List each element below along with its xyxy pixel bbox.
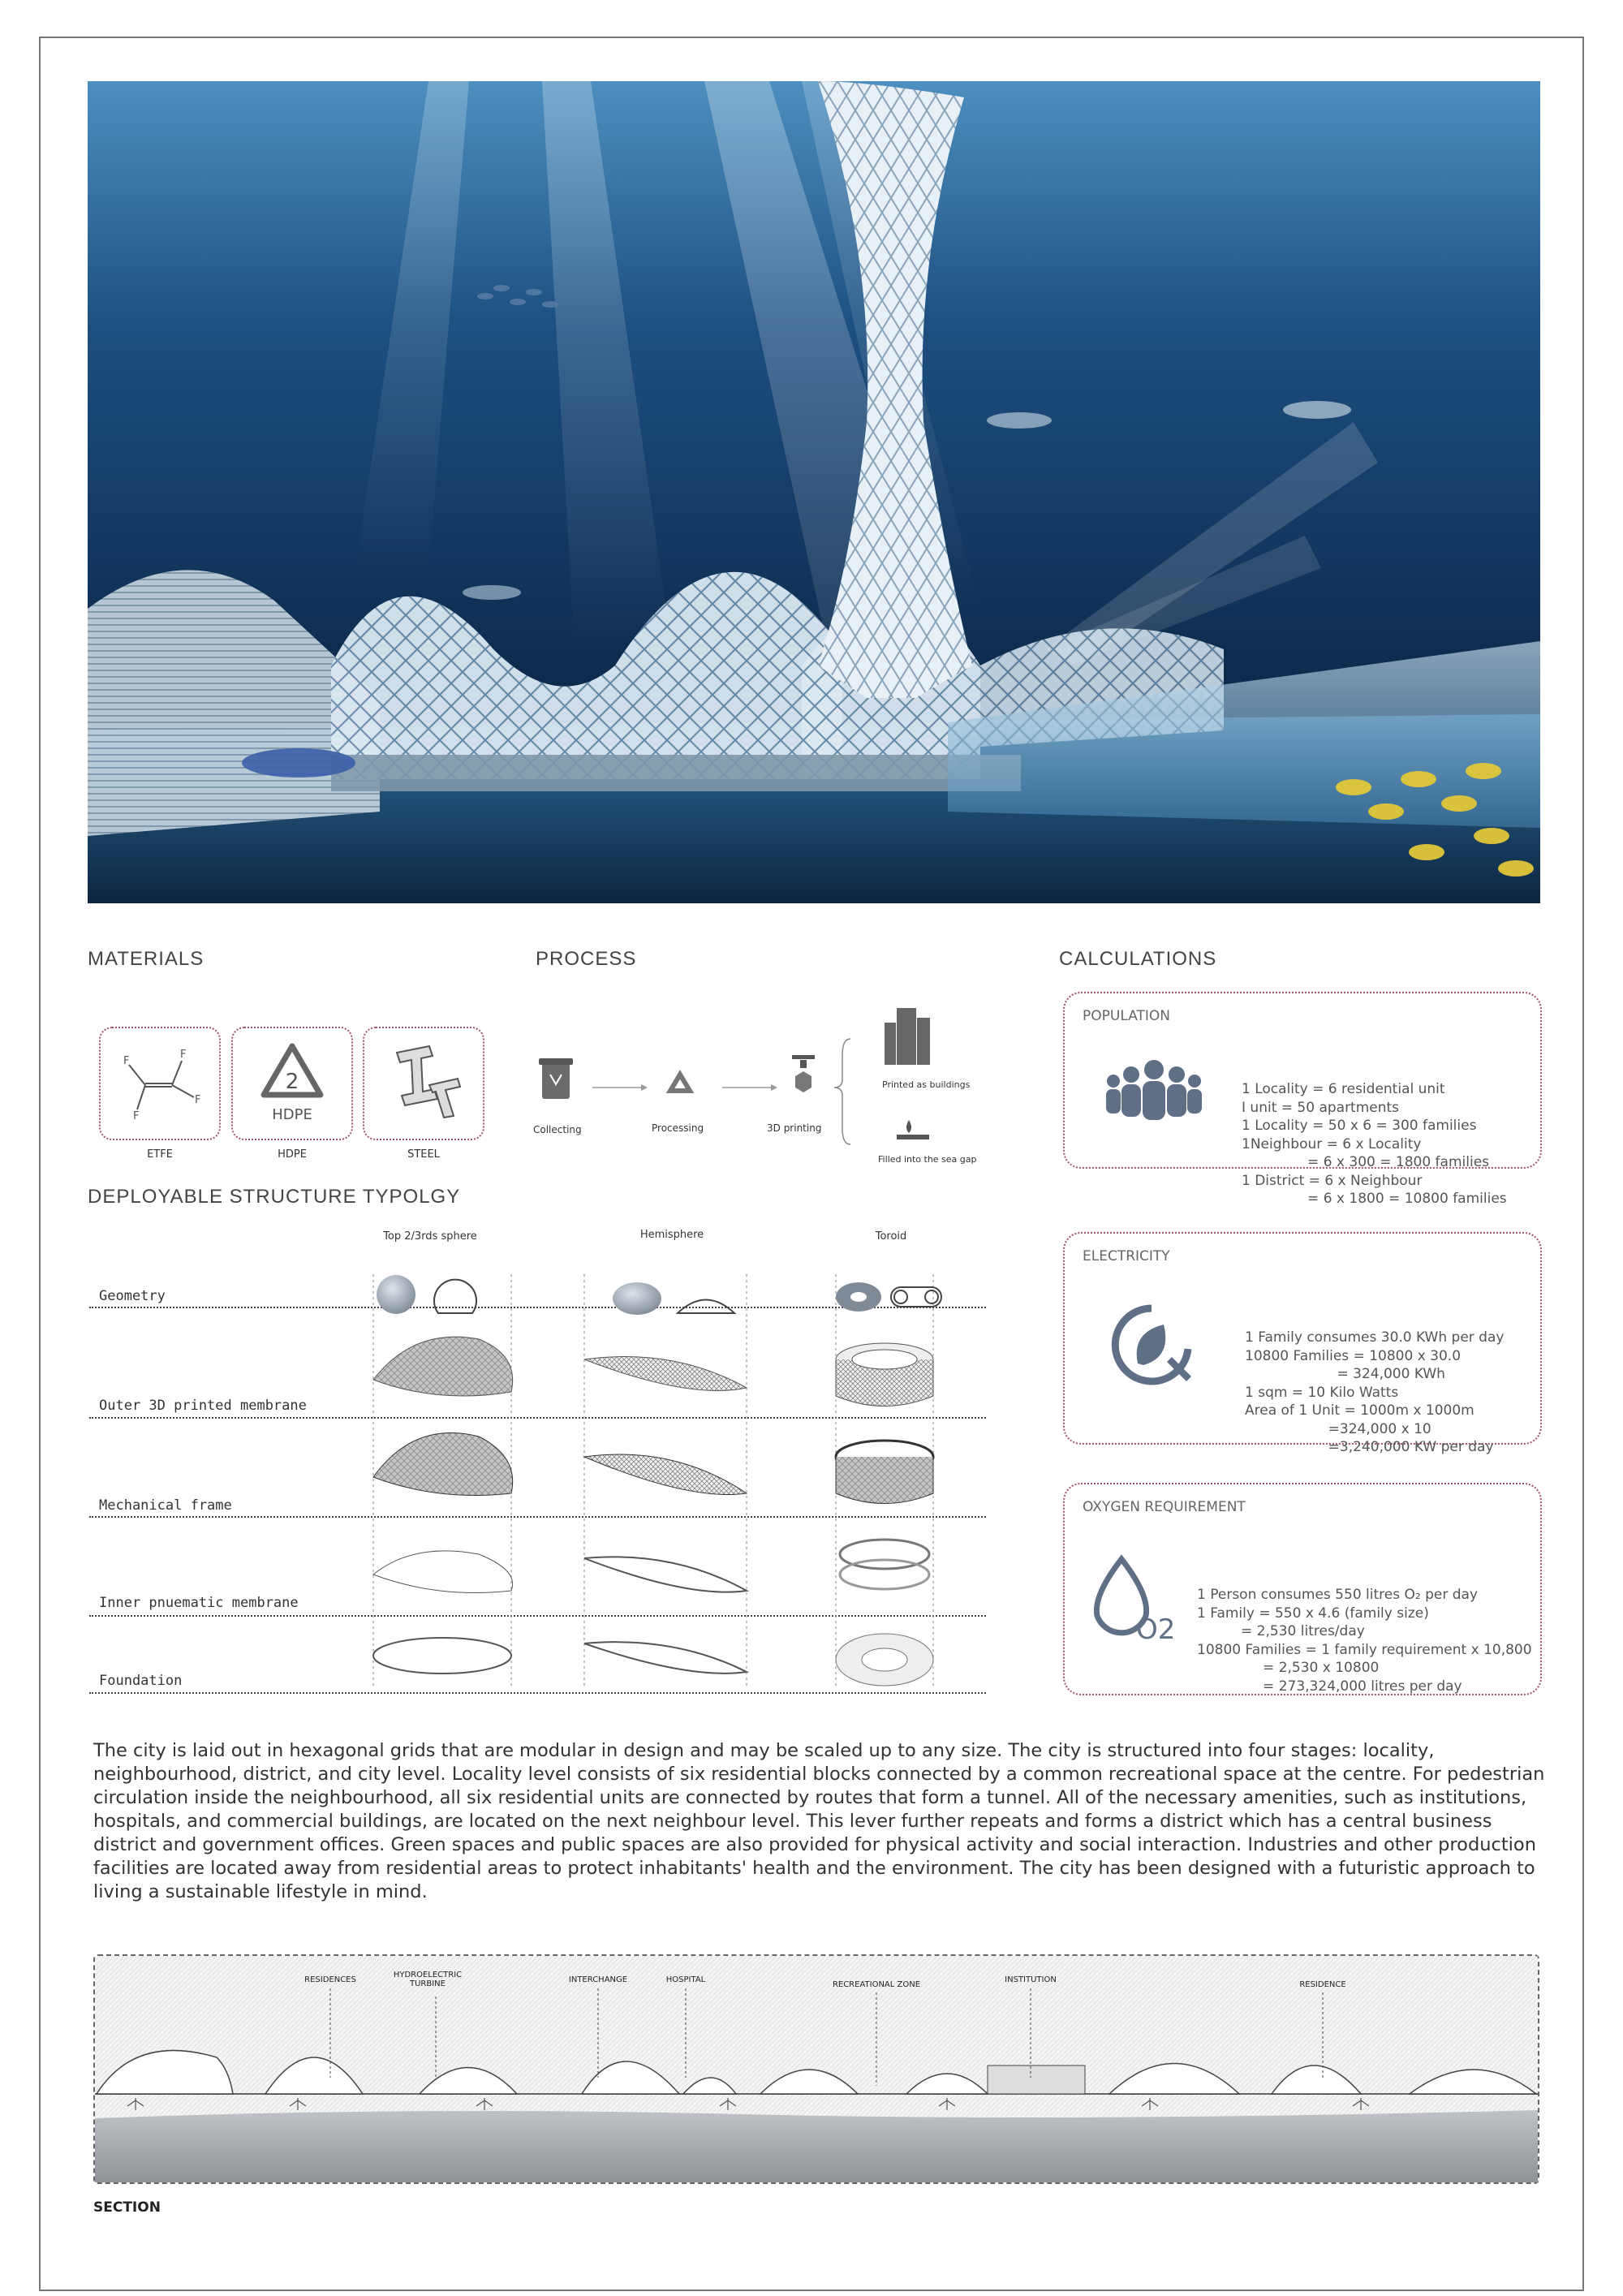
- steel-symbol-card: [363, 1027, 484, 1140]
- hero-render: [88, 81, 1540, 903]
- step-3d-printing: 3D printing: [767, 1122, 822, 1134]
- population-card: [1063, 992, 1542, 1207]
- svg-text:F: F: [195, 1094, 201, 1106]
- oxygen-card: [1063, 1483, 1542, 1695]
- steel-label: STEEL: [407, 1148, 440, 1161]
- sea-fill-icon: [897, 1120, 929, 1139]
- col-top-sphere: Top 2/3rds sphere: [383, 1230, 477, 1243]
- col-toroid: Toroid: [875, 1230, 907, 1243]
- step-collecting: Collecting: [533, 1124, 582, 1135]
- etfe-molecule-icon: [101, 1028, 219, 1139]
- recycle-2-icon: [233, 1028, 351, 1139]
- city-section-drawing: [95, 1956, 1538, 2182]
- oxygen-lines: 1 Person consumes 550 litres O₂ per day 1 Family = 550 x 4.6 (family size) = 2,530 litres/day 10800 Families = 1 family requirement x 10,800 = 2,530 x 10800 = 273,324,000 litres per day: [1197, 1587, 1532, 1695]
- calculations-heading: CALCULATIONS: [1059, 948, 1217, 970]
- o2-text: O2: [1136, 1613, 1176, 1646]
- section-frame: [93, 1954, 1539, 2184]
- typology-drawings: [349, 1250, 990, 1696]
- section-heading: SECTION: [93, 2199, 161, 2216]
- row-outer-membrane: Outer 3D printed membrane: [99, 1398, 307, 1414]
- step-processing: Processing: [652, 1122, 704, 1134]
- recycle-bin-icon: [539, 1058, 573, 1099]
- hdpe-label: HDPE: [272, 1106, 312, 1123]
- oxygen-title: OXYGEN REQUIREMENT: [1083, 1499, 1246, 1515]
- row-geometry: Geometry: [99, 1288, 166, 1304]
- underwater-city-illustration: [88, 81, 1540, 903]
- population-title: POPULATION: [1083, 1008, 1170, 1024]
- etfe-symbol-card: [99, 1027, 221, 1140]
- description-paragraph: The city is laid out in hexagonal grids that are modular in design and may be scaled up to any size. The city is structured into four stages: locality, neighbourhood, district, and city level. Locality level consists of six residential blocks connected by a common recreational space at the centre. For pedestrian circulation inside the neighbourhood, all six residential units are connected by routes that form a tunnel. All of the necessary amenities, such as institutions, hospitals, and commercial buildings, are located on the next neighbour level. This lever further repeats and forms a district which has a central business district and government offices. Green spaces and public spaces are also provided for physical activity and social interaction. Industries and other production facilities are located away from residential areas to protect inhabitants' health and the environment. The city has been designed with a futuristic approach to living a sustainable lifestyle in mind.: [93, 1740, 1545, 1902]
- hdpe-number: 2: [285, 1070, 299, 1094]
- label-interchange: INTERCHANGE: [568, 1975, 628, 1984]
- label-residence: RESIDENCE: [1299, 1980, 1346, 1989]
- svg-text:F: F: [133, 1110, 140, 1122]
- label-recreational-zone: RECREATIONAL ZONE: [832, 1980, 921, 1989]
- 3d-printer-icon: [792, 1055, 815, 1092]
- buildings-icon: [885, 1008, 930, 1065]
- electricity-lines: 1 Family consumes 30.0 KWh per day 10800 Families = 10800 x 30.0 = 324,000 KWh 1 sqm = 10 Kilo Watts Area of 1 Unit = 1000m x 1000m =324,000 x 10 =3,240,000 KW per day: [1245, 1329, 1505, 1455]
- etfe-label: ETFE: [147, 1148, 173, 1161]
- population-lines: 1 Locality = 6 residential unit I unit = 50 apartments 1 Locality = 50 x 6 = 300 families 1Neighbour = 6 x Locality = 6 x 300 = 1800 families 1 District = 6 x Neighbour = 6 x 1800 = 10800 families: [1242, 1081, 1507, 1207]
- label-residences: RESIDENCES: [304, 1975, 356, 1984]
- process-heading: PROCESS: [536, 948, 637, 970]
- row-mechanical-frame: Mechanical frame: [99, 1497, 232, 1514]
- output-sea-gap: Filled into the sea gap: [878, 1154, 977, 1165]
- people-group-icon: [1105, 1057, 1203, 1130]
- label-hydroelectric-turbine: HYDROELECTRIC TURBINE: [393, 1971, 463, 1988]
- water-drop-o2-icon: [1089, 1551, 1176, 1648]
- row-inner-membrane: Inner pnuematic membrane: [99, 1595, 299, 1611]
- leaf-plug-icon: [1107, 1300, 1196, 1398]
- steel-beam-icon: [364, 1028, 483, 1139]
- label-institution: INSTITUTION: [1005, 1975, 1057, 1984]
- electricity-title: ELECTRICITY: [1083, 1248, 1170, 1264]
- svg-text:F: F: [123, 1055, 130, 1067]
- col-hemisphere: Hemisphere: [639, 1229, 704, 1241]
- hdpe-name-label: HDPE: [278, 1148, 307, 1161]
- electricity-card: [1063, 1232, 1542, 1455]
- typology-heading: DEPLOYABLE STRUCTURE TYPOLGY: [88, 1186, 461, 1208]
- recycle-arrows-icon: [670, 1075, 690, 1091]
- hdpe-symbol-card: [231, 1027, 353, 1140]
- materials-heading: MATERIALS: [88, 948, 204, 970]
- output-buildings: Printed as buildings: [882, 1079, 971, 1090]
- svg-text:F: F: [180, 1049, 187, 1061]
- row-foundation: Foundation: [99, 1673, 183, 1689]
- label-hospital: HOSPITAL: [665, 1975, 706, 1984]
